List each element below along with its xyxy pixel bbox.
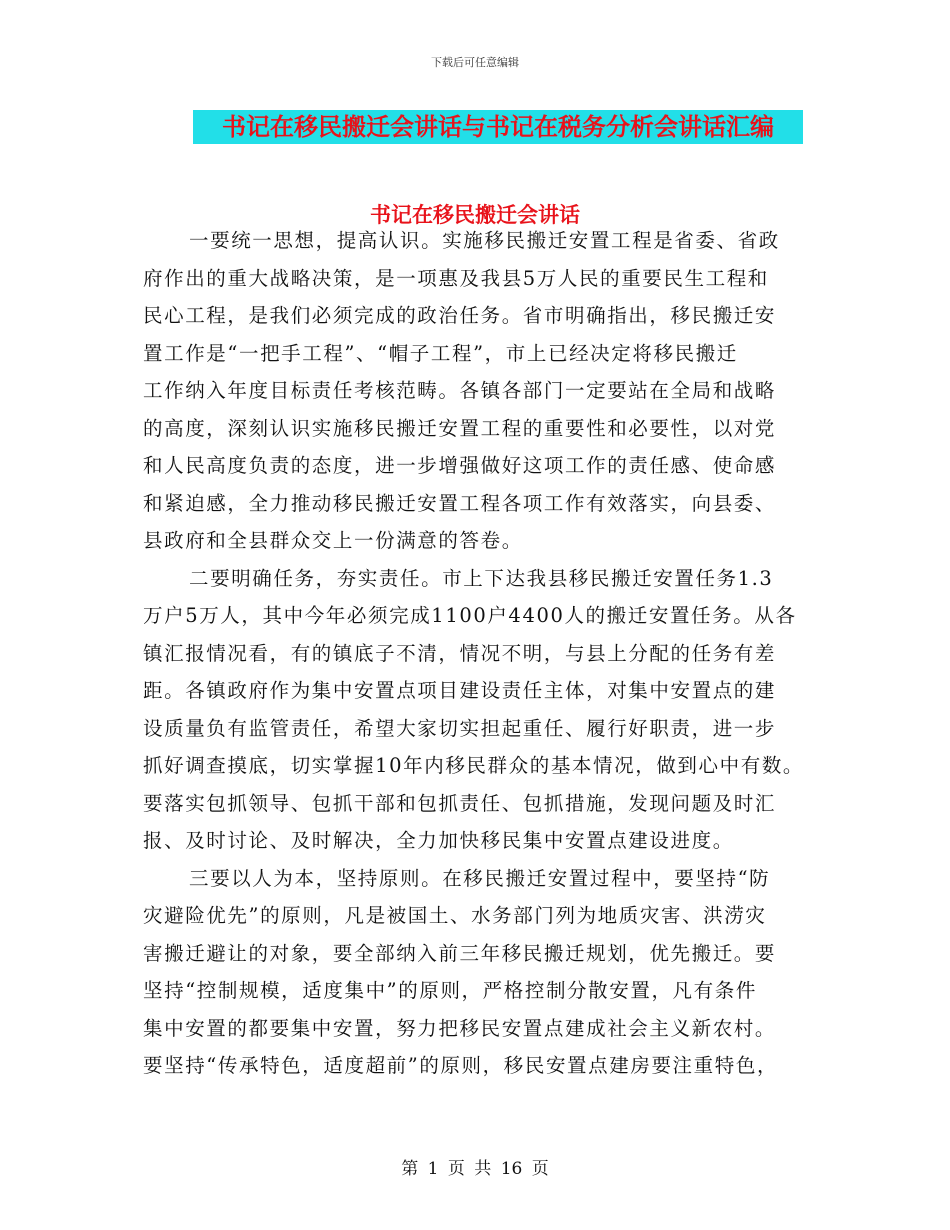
paragraph-line: 三要以人为本，坚持原则。在移民搬迁安置过程中，要坚持“防 bbox=[189, 866, 771, 890]
page-number: 第 1 页 共 16 页 bbox=[401, 1159, 549, 1179]
paragraph-line: 县政府和全县群众交上一份满意的答卷。 bbox=[143, 529, 523, 552]
paragraph-line: 民心工程，是我们必须完成的政治任务。省市明确指出，移民搬迁安 bbox=[143, 304, 777, 327]
paragraph-line: 害搬迁避让的对象，要全部纳入前三年移民搬迁规划，优先搬迁。要 bbox=[143, 941, 777, 965]
paragraph-line: 镇汇报情况看，有的镇底子不清，情况不明，与县上分配的任务有差 bbox=[143, 641, 777, 665]
main-title: 书记在移民搬迁会讲话与书记在税务分析会讲话汇编 bbox=[222, 113, 774, 141]
paragraph-line: 一要统一思想，提高认识。实施移民搬迁安置工程是省委、省政 bbox=[189, 229, 780, 252]
section-title: 书记在移民搬迁会讲话 bbox=[370, 203, 580, 227]
body-text bbox=[143, 222, 815, 1085]
paragraph-line: 府作出的重大战略决策，是一项惠及我县5万人民的重要民生工程和 bbox=[143, 266, 769, 290]
paragraph-line: 要坚持“传承特色，适度超前”的原则，移民安置点建房要注重特色， bbox=[143, 1054, 779, 1077]
paragraph-line: 设质量负有监管责任，希望大家切实担起重任、履行好职责，进一步 bbox=[143, 716, 777, 740]
paragraph-line: 坚持“控制规模，适度集中”的原则，严格控制分散安置，凡有条件 bbox=[143, 979, 757, 1002]
paragraph-line: 万户5万人，其中今年必须完成1100户4400人的搬迁安置任务。从各 bbox=[143, 604, 797, 627]
paragraph-line: 抓好调查摸底，切实掌握10年内移民群众的基本情况，做到心中有数。 bbox=[143, 754, 805, 777]
paragraph-line: 的高度，深刻认识实施移民搬迁安置工程的重要性和必要性，以对党 bbox=[143, 416, 777, 440]
paragraph-line: 和人民高度负责的态度，进一步增强做好这项工作的责任感、使命感 bbox=[143, 454, 777, 477]
paragraph-line: 报、及时讨论、及时解决，全力加快移民集中安置点建设进度。 bbox=[143, 829, 734, 852]
paragraph-line: 距。各镇政府作为集中安置点项目建设责任主体，对集中安置点的建 bbox=[143, 679, 777, 702]
paragraph-line: 和紧迫感，全力推动移民搬迁安置工程各项工作有效落实，向县委、 bbox=[143, 491, 777, 515]
paragraph-line: 工作纳入年度目标责任考核范畴。各镇各部门一定要站在全局和战略 bbox=[143, 379, 777, 402]
paragraph-line: 集中安置的都要集中安置，努力把移民安置点建成社会主义新农村。 bbox=[143, 1016, 777, 1040]
paragraph-line: 灾避险优先”的原则，凡是被国土、水务部门列为地质灾害、洪涝灾 bbox=[143, 904, 767, 927]
header-note: 下载后可任意编辑 bbox=[431, 56, 519, 69]
paragraph-line: 置工作是“一把手工程”、“帽子工程”，市上已经决定将移民搬迁 bbox=[143, 341, 738, 365]
paragraph-line: 二要明确任务，夯实责任。市上下达我县移民搬迁安置任务1.3 bbox=[189, 566, 774, 590]
paragraph-line: 要落实包抓领导、包抓干部和包抓责任、包抓措施，发现问题及时汇 bbox=[143, 791, 777, 815]
